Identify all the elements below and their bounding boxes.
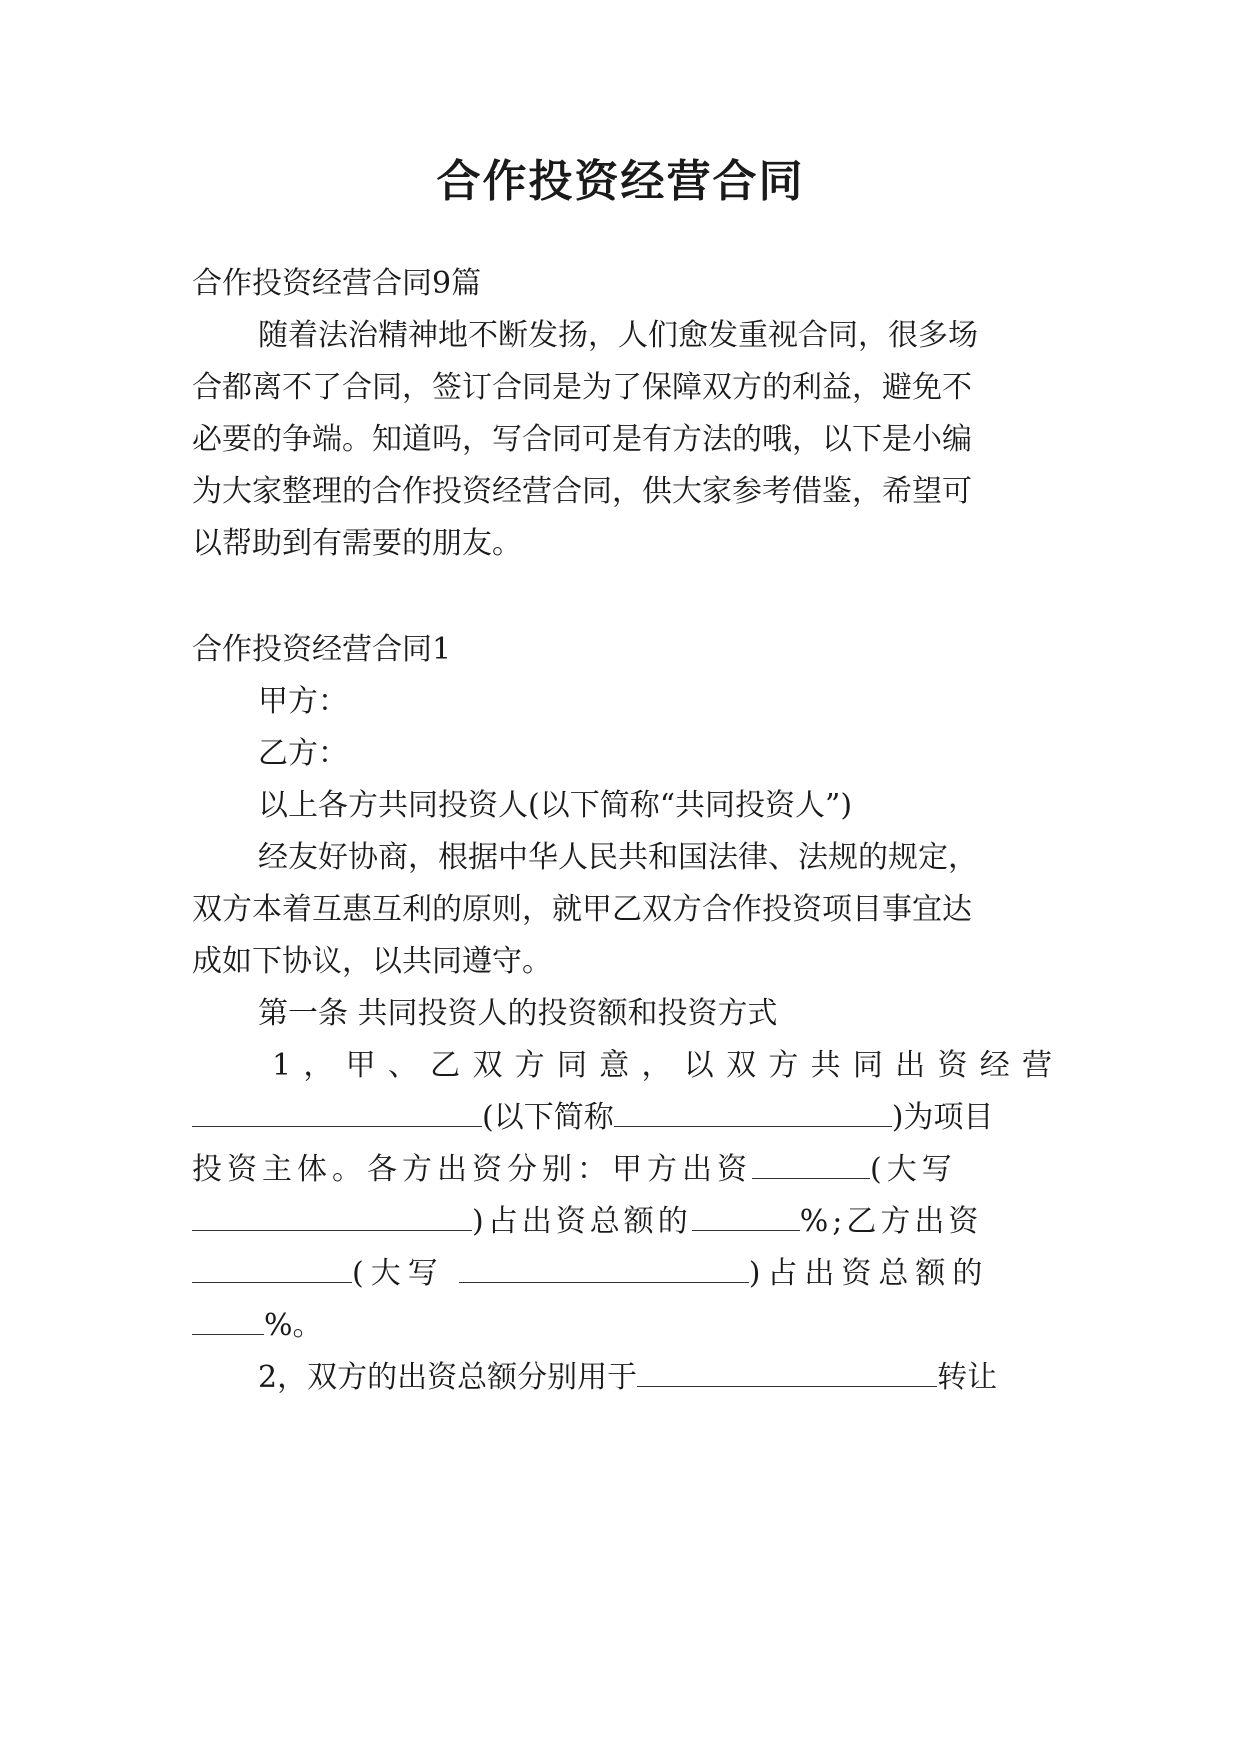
party-a-amount-blank[interactable] (752, 1148, 870, 1179)
article-1-heading: 第一条 共同投资人的投资额和投资方式 (258, 996, 778, 1031)
intro-line-5: 以帮助到有需要的朋友。 (192, 526, 522, 561)
preamble-line-1: 经友好协商，根据中华人民共和国法律、法规的规定， (258, 840, 978, 875)
intro-line-4: 为大家整理的合作投资经营合同，供大家参考借鉴，希望可 (192, 474, 972, 509)
intro-line-1: 随着法治精神地不断发扬，人们愈发重视合同，很多场 (258, 318, 978, 353)
document-subtitle: 合作投资经营合同9篇 (192, 266, 482, 301)
clause-1-text: (大写 (352, 1256, 445, 1291)
clause-2-text: 2，双方的出资总额分别用于 (258, 1360, 638, 1395)
party-b-label: 乙方： (258, 736, 348, 771)
clause-1-text: )占出资总额的 (748, 1256, 990, 1291)
document-title: 合作投资经营合同 (436, 156, 805, 207)
clause-1-text: (大写 (870, 1152, 957, 1187)
party-a-amount-words-blank[interactable] (192, 1200, 472, 1231)
clause-2-text: 转让 (937, 1360, 998, 1395)
clause-1-text: %;乙方出资 (799, 1204, 983, 1239)
clause-1-text: )为项目 (891, 1100, 994, 1135)
project-name-blank[interactable] (192, 1096, 482, 1127)
clause-1-line-2 (192, 1096, 1052, 1140)
intro-line-2: 合都离不了合同，签订合同是为了保障双方的利益，避免不 (192, 370, 972, 405)
preamble-line-2: 双方本着互惠互利的原则，就甲乙双方合作投资项目事宜达 (192, 892, 972, 927)
purpose-blank[interactable] (637, 1356, 937, 1387)
party-b-amount-blank[interactable] (192, 1252, 352, 1283)
short-name-blank[interactable] (614, 1096, 892, 1127)
intro-line-3: 必要的争端。知道吗，写合同可是有方法的哦，以下是小编 (192, 422, 972, 457)
investors-note: 以上各方共同投资人(以下简称“共同投资人”) (258, 788, 853, 823)
section-heading: 合作投资经营合同1 (192, 632, 452, 667)
party-b-amount-words-blank[interactable] (459, 1252, 749, 1283)
clause-1-text: 1，甲、乙双方同意，以双方共同出资经营 (272, 1048, 1052, 1083)
preamble-line-3: 成如下协议，以共同遵守。 (192, 944, 552, 979)
clause-1-line-1 (272, 1044, 1052, 1088)
clause-1-text: %。 (264, 1308, 323, 1343)
party-a-percent-blank[interactable] (692, 1200, 800, 1231)
clause-2-line-1 (258, 1356, 1052, 1400)
clause-1-line-6 (192, 1304, 1052, 1348)
clause-1-text: (以下简称 (482, 1100, 614, 1135)
clause-1-line-4 (192, 1200, 1052, 1244)
clause-1-line-5 (192, 1252, 1052, 1296)
party-b-percent-blank[interactable] (192, 1304, 264, 1335)
clause-1-text: )占出资总额的 (472, 1204, 692, 1239)
clause-1-line-3 (192, 1148, 1052, 1192)
party-a-label: 甲方： (258, 684, 348, 719)
clause-1-text: 投资主体。各方出资分别：甲方出资 (192, 1152, 752, 1187)
